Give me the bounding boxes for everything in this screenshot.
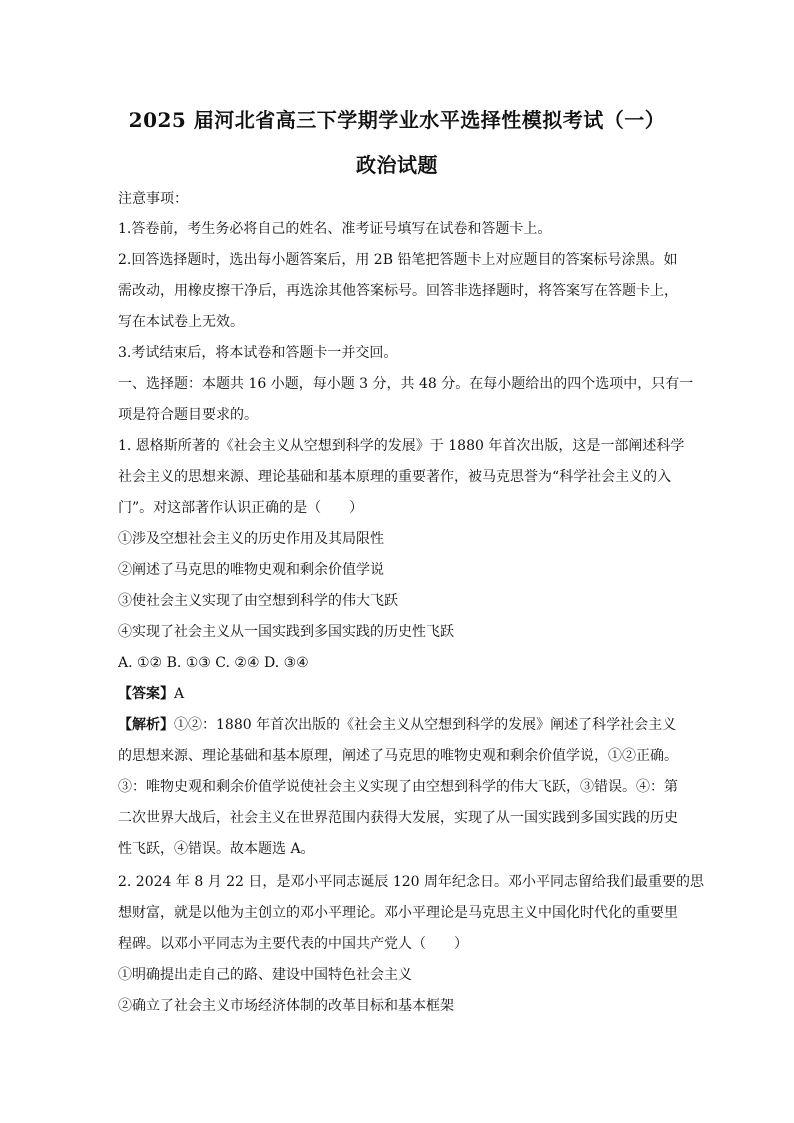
page-subtitle: 政治试题	[356, 153, 438, 177]
notice-item-2-line-2: 需改动，用橡皮擦干净后，再选涂其他答案标号。回答非选择题时，将答案写在答题卡上，	[118, 283, 678, 299]
q1-option-2: ②阐述了马克思的唯物史观和剩余价值学说	[118, 562, 384, 578]
analysis-text: ①②：1880 年首次出版的《社会主义从空想到科学的发展》阐述了科学社会主义	[174, 717, 677, 733]
notice-item-3: 3.考试结束后，将本试卷和答题卡一并交回。	[118, 345, 398, 361]
q1-option-4: ④实现了社会主义从一国实践到多国实践的历史性飞跃	[118, 624, 454, 640]
notice-item-2-line-1: 2.回答选择题时，选出每小题答案后，用 2B 铅笔把答题卡上对应题目的答案标号涂黑。如	[118, 252, 678, 268]
q1-stem-line-3: 门”。对这部著作认识正确的是（ ）	[118, 500, 364, 516]
q2-stem-line-3: 程碑。以邓小平同志为主要代表的中国共产党人（ ）	[118, 936, 468, 952]
answer-value: A	[174, 686, 185, 702]
q1-stem-line-2: 社会主义的思想来源、理论基础和基本原理的重要著作，被马克思誉为“科学社会主义的入	[118, 469, 672, 485]
q2-option-1: ①明确提出走自己的路、建设中国特色社会主义	[118, 967, 412, 983]
q2-stem-line-1: 2. 2024 年 8 月 22 日，是邓小平同志诞辰 120 周年纪念日。邓小平同志留给我们最重要的思	[118, 874, 705, 890]
section-heading-line-2: 项是符合题目要求的。	[118, 407, 258, 423]
q1-analysis-line-4: 二次世界大战后，社会主义在世界范围内获得大发展，实现了从一国实践到多国实践的历史	[118, 810, 678, 826]
section-heading-line-1: 一、选择题：本题共 16 小题，每小题 3 分，共 48 分。在每小题给出的四个选项中，只有一	[118, 376, 694, 392]
analysis-label: 【解析】	[118, 717, 174, 733]
q1-option-1: ①涉及空想社会主义的历史作用及其局限性	[118, 531, 384, 547]
q1-analysis-line-5: 性飞跃，④错误。故本题选 A。	[118, 841, 315, 857]
q1-analysis-line-3: ③：唯物史观和剩余价值学说使社会主义实现了由空想到科学的伟大飞跃，③错误。④：第	[118, 779, 678, 795]
q1-stem-line-1: 1. 恩格斯所著的《社会主义从空想到科学的发展》于 1880 年首次出版，这是一部阐述科学	[118, 438, 685, 454]
q1-analysis-line-2: 的思想来源、理论基础和基本原理，阐述了马克思的唯物史观和剩余价值学说，①②正确。	[118, 748, 678, 764]
answer-label: 【答案】	[118, 686, 174, 702]
notice-item-2-line-3: 写在本试卷上无效。	[118, 314, 244, 330]
q1-choices: A. ①② B. ①③ C. ②④ D. ③④	[118, 655, 309, 671]
q1-analysis-line-1	[118, 716, 676, 734]
page-title: 2025 届河北省高三下学期学业水平选择性模拟考试（一）	[128, 108, 666, 132]
q1-answer	[118, 685, 184, 703]
q2-option-2: ②确立了社会主义市场经济体制的改革目标和基本框架	[118, 998, 454, 1014]
q2-stem-line-2: 想财富，就是以他为主创立的邓小平理论。邓小平理论是马克思主义中国化时代化的重要里	[118, 905, 678, 921]
notice-heading: 注意事项：	[118, 191, 188, 207]
notice-item-1: 1.答卷前，考生务必将自己的姓名、准考证号填写在试卷和答题卡上。	[118, 221, 552, 237]
q1-option-3: ③使社会主义实现了由空想到科学的伟大飞跃	[118, 593, 398, 609]
